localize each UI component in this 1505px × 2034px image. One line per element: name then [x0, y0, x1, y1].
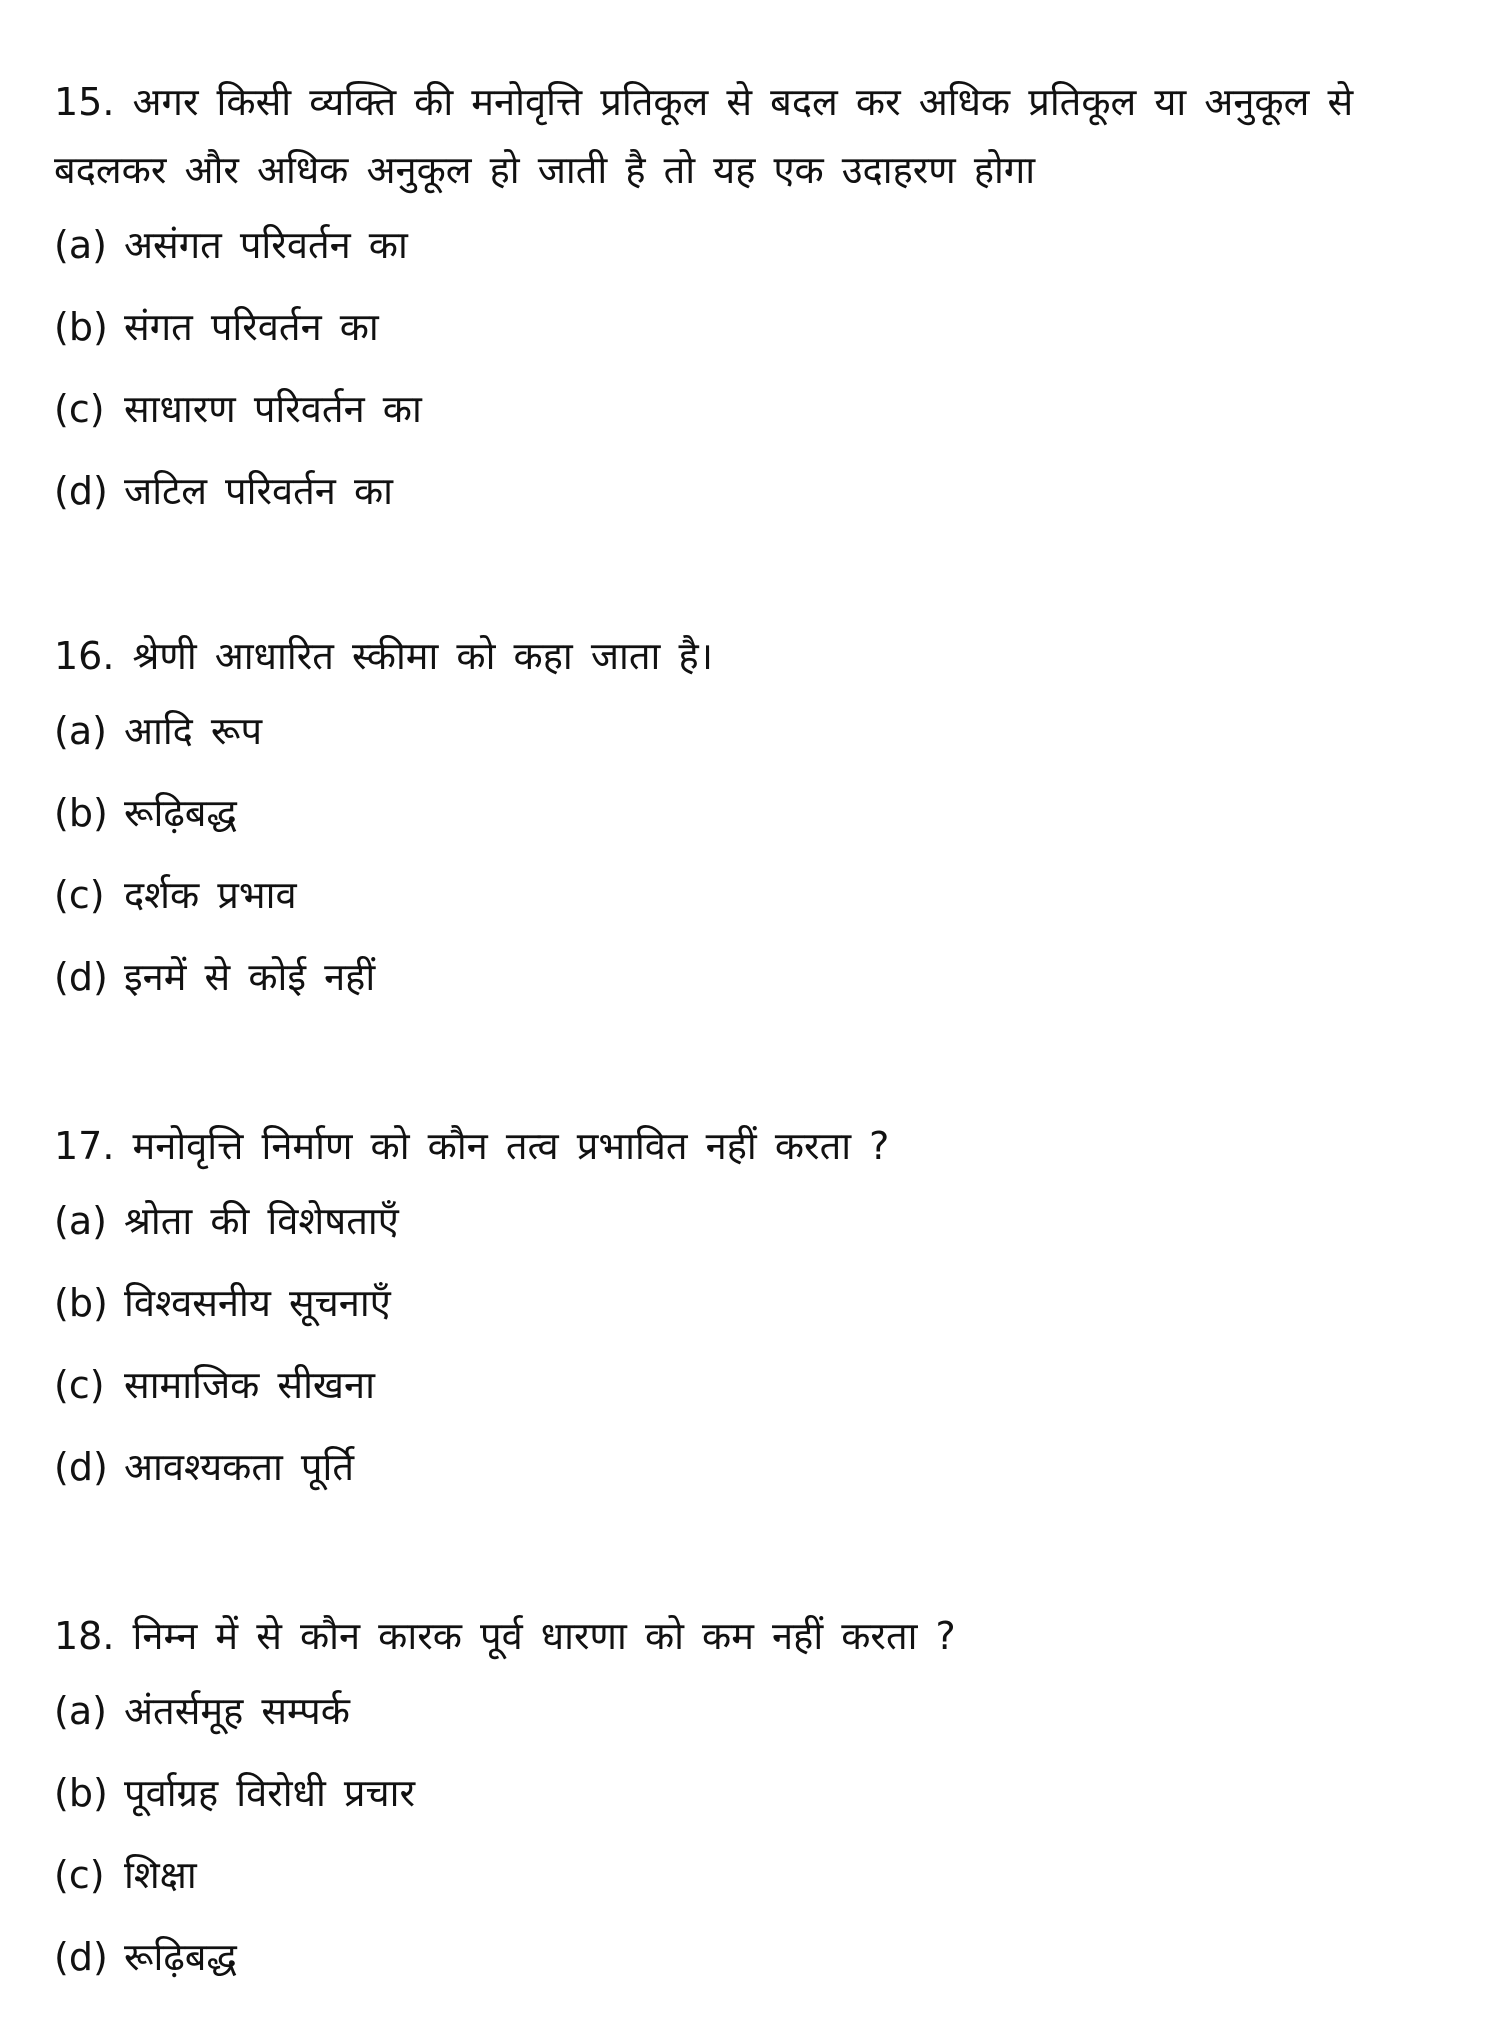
option-d[interactable] [54, 1426, 1454, 1508]
option-d[interactable] [54, 450, 1454, 532]
option-label: (a) [54, 1689, 107, 1733]
option-text: रूढ़िबद्ध [124, 791, 237, 835]
question-text: 18. निम्न में से कौन कारक पूर्व धारणा को कम नहीं करता ? [54, 1614, 956, 1658]
question-16 [54, 622, 1454, 1018]
option-text: शिक्षा [124, 1853, 197, 1897]
question-text: 17. मनोवृत्ति निर्माण को कौन तत्व प्रभावित नहीं करता ? [54, 1124, 890, 1168]
option-a[interactable] [54, 1180, 1454, 1262]
option-c[interactable] [54, 368, 1454, 450]
option-text: पूर्वाग्रह विरोधी प्रचार [124, 1771, 416, 1815]
option-a[interactable] [54, 690, 1454, 772]
option-label: (d) [54, 1445, 108, 1489]
option-a[interactable] [54, 1670, 1454, 1752]
question-18 [54, 1602, 1454, 1998]
option-label: (d) [54, 469, 108, 513]
option-text: श्रोता की विशेषताएँ [124, 1199, 399, 1243]
option-label: (b) [54, 1771, 108, 1815]
option-d[interactable] [54, 936, 1454, 1018]
option-label: (c) [54, 873, 105, 917]
option-b[interactable] [54, 1262, 1454, 1344]
option-a[interactable] [54, 204, 1454, 286]
option-text: आवश्यकता पूर्ति [124, 1445, 355, 1489]
option-label: (b) [54, 791, 108, 835]
option-b[interactable] [54, 1752, 1454, 1834]
option-c[interactable] [54, 1834, 1454, 1916]
option-d[interactable] [54, 1916, 1454, 1998]
question-text: 15. अगर किसी व्यक्ति की मनोवृत्ति प्रतिकूल से बदल कर अधिक प्रतिकूल या अनुकूल से बदलकर और अधिक अनुकूल हो जाती है तो यह एक उदाहरण होगा [54, 80, 1354, 192]
option-label: (a) [54, 709, 107, 753]
option-label: (c) [54, 387, 105, 431]
option-b[interactable] [54, 772, 1454, 854]
option-label: (a) [54, 223, 107, 267]
option-text: साधारण परिवर्तन का [124, 387, 422, 431]
option-text: संगत परिवर्तन का [124, 305, 379, 349]
option-text: असंगत परिवर्तन का [124, 223, 408, 267]
option-text: अंतर्समूह सम्पर्क [124, 1689, 350, 1733]
option-label: (b) [54, 1281, 108, 1325]
question-17 [54, 1112, 1454, 1508]
option-text: इनमें से कोई नहीं [124, 955, 376, 999]
option-label: (d) [54, 1935, 108, 1979]
option-text: विश्वसनीय सूचनाएँ [124, 1281, 391, 1325]
option-label: (c) [54, 1363, 105, 1407]
option-c[interactable] [54, 854, 1454, 936]
option-text: रूढ़िबद्ध [124, 1935, 237, 1979]
option-label: (d) [54, 955, 108, 999]
option-text: जटिल परिवर्तन का [124, 469, 393, 513]
option-label: (a) [54, 1199, 107, 1243]
option-label: (c) [54, 1853, 105, 1897]
option-text: आदि रूप [124, 709, 263, 753]
question-15 [54, 68, 1454, 532]
option-b[interactable] [54, 286, 1454, 368]
option-text: सामाजिक सीखना [124, 1363, 375, 1407]
option-c[interactable] [54, 1344, 1454, 1426]
option-text: दर्शक प्रभाव [124, 873, 297, 917]
question-text: 16. श्रेणी आधारित स्कीमा को कहा जाता है। [54, 634, 714, 678]
option-label: (b) [54, 305, 108, 349]
